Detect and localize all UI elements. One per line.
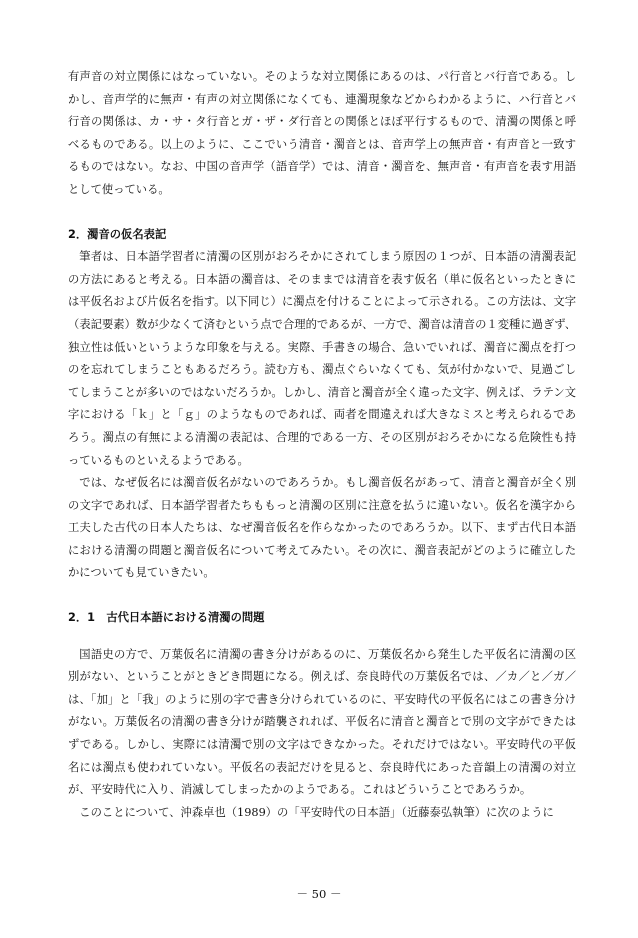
spacer xyxy=(68,585,576,607)
section-2-paragraph-1: 筆者は、日本語学習者に清濁の区別がおろそかにされてしまう原因の１つが、日本語の清濁表記の方法にあると考える。日本語の濁音は、そのままでは清音を表す仮名（単に仮名といったときには平仮名および片仮名を指す。以下同じ）に濁点を付けることによって示される。この方法は、文字（表記要素）数が少なくて済むという点で合理的であるが、一方で、濁音は清音の１変種に過ぎず、独立性は低いというような印象を与える。実際、手書きの場合、急いでいれば、濁音に濁点を打つのを忘れてしまうこともあるだろう。読む方も、濁点ぐらいなくても、気が付かないで、見過ごしてしまうことが多いのではないだろうか。しかし、清音と濁音が全く違った文字、例えば、ラテン文字における「ｋ」と「ｇ」のようなものであれば、両者を間違えれば大きなミスと考えられるであろう。濁点の有無による清濁の表記は、合理的である一方、その区別がおろそかになる危険性も持っているものといえるようである。 xyxy=(68,250,576,467)
intro-paragraph: 有声音の対立関係にはなっていない。そのような対立関係にあるのは、パ行音とバ行音である。しかし、音声学的に無声・有声の対立関係になくても、連濁現象などからわかるように、ハ行音とバ行音の関係は、カ・サ・タ行音とガ・ザ・ダ行音との関係とほぼ平行するもので、清濁の関係と呼べるものである。以上のように、ここでいう清音・濁音とは、音声学上の無声音・有声音と一致するものではない。なお、中国の音声学（語音学）では、清音・濁音を、無声音・有声音を表す用語として使っている。 xyxy=(68,70,576,196)
section-heading-2-1: 2．1 古代日本語における清濁の問題 xyxy=(68,611,265,625)
spacer xyxy=(68,630,576,644)
spacer xyxy=(68,202,576,224)
section-2-1-paragraph-2: このことについて、沖森卓也（1989）の「平安時代の日本語」（近藤泰弘執筆）に次のように xyxy=(79,805,554,819)
page-number: － 50 － xyxy=(296,887,342,901)
section-2-1-paragraph-1: 国語史の方で、万葉仮名に清濁の書き分けがあるのに、万葉仮名から発生した平仮名に清濁の区別がない、ということがときどき問題になる。例えば、奈良時代の万葉仮名では、／カ／と／ガ／は、「加」と「我」のように別の字で書き分けられているのに、平安時代の平仮名にはこの書き分けがない。万葉仮名の清濁の書き分けが踏襲されれば、平仮名に清音と濁音とで別の文字ができたはずである。しかし、実際には清濁で別の文字はできなかった。それだけではない。平安時代の平仮名には濁点も使われていない。平仮名の表記だけを見ると、奈良時代にあった音韻上の清濁の対立が、平安時代に入り、消滅してしまったかのようである。これはどういうことであろうか。 xyxy=(68,647,576,797)
section-heading-2: 2．濁音の仮名表記 xyxy=(68,227,167,241)
page-body xyxy=(68,66,576,824)
section-2-paragraph-2: では、なぜ仮名には濁音仮名がないのであろうか。もし濁音仮名があって、清音と濁音が全く別の文字であれば、日本語学習者たちももっと清濁の区別に注意を払うに違いない。仮名を漢字から工夫した古代の日本人たちは、なぜ濁音仮名を作らなかったのであろうか。以下、まず古代日本語における清濁の問題と濁音仮名について考えてみたい。その次に、濁音表記がどのように確立したかについても見ていきたい。 xyxy=(68,476,576,580)
